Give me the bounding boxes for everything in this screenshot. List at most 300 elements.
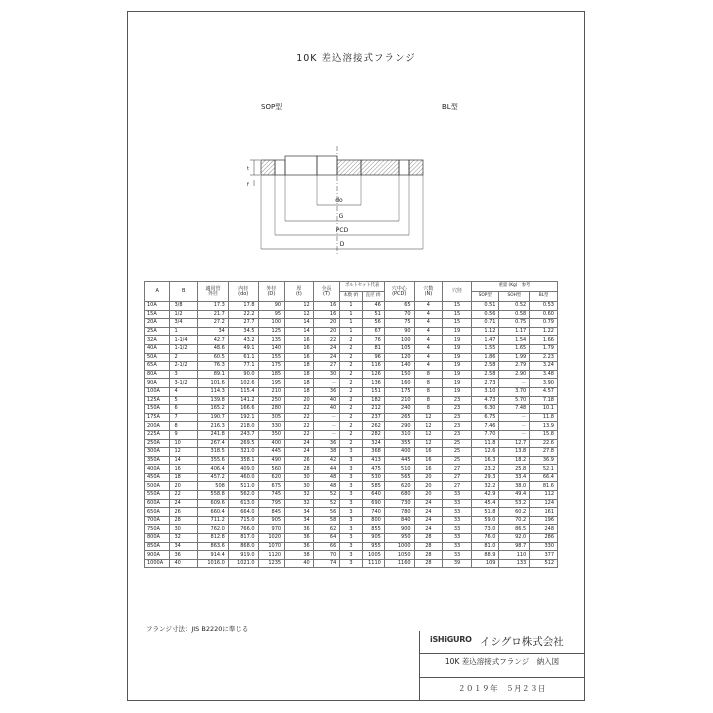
table-row	[145, 465, 558, 474]
company-logo: iSHiGURO	[430, 635, 472, 644]
table-cell: 36	[313, 387, 340, 396]
table-cell: 32.2	[471, 482, 499, 491]
table-cell: 22.2	[228, 310, 258, 319]
table-cell: 13.9	[530, 422, 558, 431]
table-cell: 25A	[145, 327, 170, 336]
table-cell: 135	[258, 336, 285, 345]
table-cell: 1050	[384, 551, 414, 560]
table-cell: 660.4	[198, 508, 229, 517]
table-cell: 24	[285, 448, 314, 457]
table-cell: 2	[340, 336, 362, 345]
table-cell: 125	[258, 327, 285, 336]
table-row	[145, 448, 558, 457]
table-cell: 863.6	[198, 542, 229, 551]
table-cell: 20	[414, 491, 443, 500]
table-row	[145, 473, 558, 482]
table-cell: 21.7	[198, 310, 229, 319]
table-cell: 140	[258, 344, 285, 353]
table-cell: 33	[443, 534, 472, 543]
table-cell: －	[499, 379, 530, 388]
table-cell: 3	[340, 559, 362, 568]
table-row	[145, 491, 558, 500]
table-cell: 15.8	[530, 430, 558, 439]
table-cell: 34	[170, 542, 198, 551]
table-cell: 1/2	[170, 310, 198, 319]
table-cell: 51.8	[471, 508, 499, 517]
table-cell: 48	[313, 482, 340, 491]
table-cell: 1016.0	[198, 559, 229, 568]
table-cell: －	[313, 422, 340, 431]
table-cell: －	[499, 422, 530, 431]
table-cell: 560	[258, 465, 285, 474]
table-cell: 46	[362, 302, 384, 311]
table-cell: 25	[443, 456, 472, 465]
table-cell: 2	[340, 413, 362, 422]
table-cell: 20	[313, 319, 340, 328]
table-cell: 225A	[145, 430, 170, 439]
table-cell: 6.30	[471, 405, 499, 414]
table-cell: 900A	[145, 551, 170, 560]
table-cell: 2	[340, 379, 362, 388]
bl-section-right	[409, 160, 423, 175]
bl-section-center	[337, 160, 361, 175]
table-cell: 13.8	[499, 448, 530, 457]
table-cell: 27	[443, 473, 472, 482]
table-cell: 1.99	[499, 353, 530, 362]
table-cell: 241.8	[198, 430, 229, 439]
table-cell: 7.70	[471, 430, 499, 439]
table-cell: 18.2	[499, 456, 530, 465]
table-cell: 15	[443, 302, 472, 311]
table-cell: 310	[384, 430, 414, 439]
table-cell: 1005	[362, 551, 384, 560]
table-cell: －	[313, 379, 340, 388]
table-cell: 850A	[145, 542, 170, 551]
table-cell: 4	[414, 302, 443, 311]
flange-spec-table	[144, 281, 558, 568]
table-cell: 28	[414, 542, 443, 551]
table-cell: 12	[414, 422, 443, 431]
table-cell: 65A	[145, 362, 170, 371]
table-cell: 27.7	[228, 319, 258, 328]
table-cell: 282	[362, 430, 384, 439]
table-cell: 7.46	[471, 422, 499, 431]
table-cell: 664.0	[228, 508, 258, 517]
table-cell: 812.8	[198, 534, 229, 543]
table-cell: 56	[362, 319, 384, 328]
th-inner: 内径 (do)	[228, 282, 258, 302]
table-cell: 4	[414, 310, 443, 319]
table-cell: 36	[285, 525, 314, 534]
table-cell: 216.3	[198, 422, 229, 431]
table-cell: 1000	[384, 542, 414, 551]
table-cell: 265	[384, 413, 414, 422]
table-cell: 2.73	[471, 379, 499, 388]
table-cell: 550A	[145, 491, 170, 500]
table-cell: 240	[384, 405, 414, 414]
table-cell: 1	[340, 327, 362, 336]
table-cell: 28	[414, 551, 443, 560]
table-cell: 2	[340, 387, 362, 396]
table-cell: 250A	[145, 439, 170, 448]
table-cell: 3/8	[170, 302, 198, 311]
table-cell: 30	[313, 370, 340, 379]
table-row	[145, 387, 558, 396]
th-pipe-od: 適用管 外径	[198, 282, 229, 302]
table-cell: 0.75	[499, 319, 530, 328]
table-cell: 48	[313, 473, 340, 482]
table-cell: 36	[313, 439, 340, 448]
table-cell: 750A	[145, 525, 170, 534]
table-cell: 36	[285, 534, 314, 543]
table-cell: 19	[443, 387, 472, 396]
table-cell: 609.6	[198, 499, 229, 508]
table-cell: 3	[340, 491, 362, 500]
table-cell: 1-1/2	[170, 344, 198, 353]
table-cell: 65	[384, 302, 414, 311]
table-cell: 4	[414, 362, 443, 371]
table-cell: 42.7	[198, 336, 229, 345]
table-cell: 116	[362, 362, 384, 371]
table-row	[145, 370, 558, 379]
table-cell: 33	[443, 508, 472, 517]
table-cell: 34.5	[228, 327, 258, 336]
table-cell: 86.5	[499, 525, 530, 534]
table-cell: 40	[313, 405, 340, 414]
table-cell: 16	[313, 310, 340, 319]
table-cell: 1110	[362, 559, 384, 568]
table-cell: 64	[313, 534, 340, 543]
table-cell: 1.17	[499, 327, 530, 336]
table-cell: 358.1	[228, 456, 258, 465]
table-row	[145, 379, 558, 388]
table-cell: 267.4	[198, 439, 229, 448]
drawing-date: ２０１９年 ５月２３日	[458, 684, 546, 693]
table-cell: 18	[285, 387, 314, 396]
table-cell: 81	[362, 344, 384, 353]
table-cell: 2	[340, 439, 362, 448]
label-bl: BL型	[442, 103, 458, 111]
table-row	[145, 327, 558, 336]
table-cell: 19	[443, 379, 472, 388]
table-cell: 817.0	[228, 534, 258, 543]
table-cell: 19	[443, 327, 472, 336]
table-cell: 32A	[145, 336, 170, 345]
table-cell: 400	[384, 448, 414, 457]
table-cell: 4	[414, 336, 443, 345]
table-cell: 24	[313, 344, 340, 353]
table-cell: 1	[340, 319, 362, 328]
table-cell: 400A	[145, 465, 170, 474]
table-cell: 0.79	[530, 319, 558, 328]
table-cell: 30	[285, 482, 314, 491]
table-cell: 16	[285, 336, 314, 345]
table-cell: 905	[362, 534, 384, 543]
table-cell: 330	[530, 542, 558, 551]
table-cell: 24	[414, 525, 443, 534]
table-cell: 39	[443, 559, 472, 568]
table-cell: 27.8	[530, 448, 558, 457]
table-cell: 140	[384, 362, 414, 371]
table-cell: 166.6	[228, 405, 258, 414]
table-cell: 38	[313, 448, 340, 457]
table-cell: 105	[384, 344, 414, 353]
th-weight: 重量 (Kg) 参考	[471, 282, 557, 292]
table-cell: 2	[340, 430, 362, 439]
table-cell: 27	[443, 482, 472, 491]
table-cell: 413	[362, 456, 384, 465]
table-cell: 286	[530, 534, 558, 543]
table-cell: 12	[285, 302, 314, 311]
table-cell: 290	[384, 422, 414, 431]
table-cell: 16	[313, 302, 340, 311]
th-bl: BL型	[530, 292, 558, 302]
table-cell: 1-1/4	[170, 336, 198, 345]
company-name: イシグロ株式会社	[480, 636, 564, 648]
table-cell: 52	[313, 491, 340, 500]
table-cell: 150	[384, 370, 414, 379]
table-cell: 1	[170, 327, 198, 336]
table-cell: 7.48	[499, 405, 530, 414]
table-cell: 16	[414, 465, 443, 474]
table-cell: 100	[258, 319, 285, 328]
table-cell: 76.3	[198, 362, 229, 371]
table-cell: 42.9	[471, 491, 499, 500]
table-cell: 2.23	[530, 353, 558, 362]
table-cell: 3	[340, 465, 362, 474]
table-cell: 32	[170, 534, 198, 543]
table-cell: 3.48	[530, 370, 558, 379]
table-cell: 1160	[384, 559, 414, 568]
table-cell: 262	[362, 422, 384, 431]
table-cell: 10A	[145, 302, 170, 311]
table-cell: 175A	[145, 413, 170, 422]
table-cell: 90.0	[228, 370, 258, 379]
table-cell: 3	[340, 525, 362, 534]
table-cell: 321.0	[228, 448, 258, 457]
table-cell: 89.1	[198, 370, 229, 379]
table-cell: 112	[530, 491, 558, 500]
table-cell: 32	[285, 491, 314, 500]
table-cell: 1120	[258, 551, 285, 560]
table-cell: 90A	[145, 379, 170, 388]
table-cell: 136	[362, 379, 384, 388]
table-cell: 141.2	[228, 396, 258, 405]
table-cell: 2	[340, 396, 362, 405]
th-length: 全長 (T)	[313, 282, 340, 302]
table-cell: 60.2	[499, 508, 530, 517]
table-row	[145, 439, 558, 448]
table-cell: 690	[362, 499, 384, 508]
spec-note: フランジ寸法：JIS B2220に準じる	[146, 625, 249, 633]
table-cell: 33	[443, 516, 472, 525]
table-cell: 70	[313, 551, 340, 560]
th-outer: 外径 (D)	[258, 282, 285, 302]
table-cell: 7	[170, 413, 198, 422]
th-bolt-count: 本数 (f)	[340, 292, 362, 302]
table-cell: 12	[285, 310, 314, 319]
table-row	[145, 499, 558, 508]
table-cell: 0.52	[499, 302, 530, 311]
table-cell: 905	[258, 516, 285, 525]
table-cell: 800	[362, 516, 384, 525]
table-cell: 23	[443, 396, 472, 405]
table-cell: 377	[530, 551, 558, 560]
table-cell: 640	[362, 491, 384, 500]
table-cell: 40	[170, 559, 198, 568]
table-cell: 16	[414, 448, 443, 457]
table-cell: 190.7	[198, 413, 229, 422]
table-row	[145, 336, 558, 345]
table-cell: 8	[414, 379, 443, 388]
table-cell: 6.75	[471, 413, 499, 422]
table-cell: 512	[530, 559, 558, 568]
table-cell: 1.54	[499, 336, 530, 345]
table-cell: 27	[443, 465, 472, 474]
table-cell: 23	[443, 405, 472, 414]
th-bolt-dia: 直径 (f)	[362, 292, 384, 302]
table-cell: 406.4	[198, 465, 229, 474]
table-cell: 18	[285, 362, 314, 371]
table-cell: 36	[170, 551, 198, 560]
table-cell: 27	[313, 362, 340, 371]
table-cell: 585	[362, 482, 384, 491]
table-cell: 36	[285, 542, 314, 551]
table-cell: 98.7	[499, 542, 530, 551]
table-cell: 613.0	[228, 499, 258, 508]
table-row	[145, 551, 558, 560]
table-cell: 33	[443, 551, 472, 560]
table-cell: 139.8	[198, 396, 229, 405]
table-cell: 58	[313, 516, 340, 525]
table-cell: 269.5	[228, 439, 258, 448]
table-cell: 212	[362, 405, 384, 414]
table-cell: 3.90	[530, 379, 558, 388]
table-cell: 16	[285, 353, 314, 362]
table-cell: 210	[258, 387, 285, 396]
table-cell: 90	[384, 327, 414, 336]
table-cell: 11.8	[530, 413, 558, 422]
table-cell: 7.18	[530, 396, 558, 405]
table-cell: 324	[362, 439, 384, 448]
table-cell: 4.73	[471, 396, 499, 405]
table-cell: 4.57	[530, 387, 558, 396]
th-thick: 厚 (t)	[285, 282, 314, 302]
table-cell: 23	[443, 413, 472, 422]
table-cell: 192.1	[228, 413, 258, 422]
table-row	[145, 482, 558, 491]
table-cell: 28	[285, 465, 314, 474]
table-cell: 33.4	[499, 473, 530, 482]
th-b: B	[170, 282, 198, 302]
table-cell: 2.58	[471, 362, 499, 371]
table-cell: 16.3	[471, 456, 499, 465]
table-cell: 23.2	[471, 465, 499, 474]
table-row	[145, 310, 558, 319]
drawing-title: 10K 差込溶接式フランジ	[296, 53, 416, 64]
table-row	[145, 319, 558, 328]
table-cell: 3/4	[170, 319, 198, 328]
table-cell: 210	[384, 396, 414, 405]
table-cell: 745	[258, 491, 285, 500]
label-sop: SOP型	[261, 103, 283, 111]
table-cell: 165.2	[198, 405, 229, 414]
table-cell: 160	[384, 379, 414, 388]
table-cell: 280	[258, 405, 285, 414]
table-cell: 680	[384, 491, 414, 500]
table-cell: 350	[258, 430, 285, 439]
table-cell: 18	[170, 473, 198, 482]
table-cell: 900	[384, 525, 414, 534]
table-cell: 1.66	[530, 336, 558, 345]
table-cell: 2-1/2	[170, 362, 198, 371]
table-cell: 11.8	[471, 439, 499, 448]
table-cell: 161	[530, 508, 558, 517]
table-cell: 3	[340, 499, 362, 508]
table-cell: 12	[414, 439, 443, 448]
table-cell: 25	[443, 439, 472, 448]
table-cell: 6	[170, 405, 198, 414]
table-cell: 196	[530, 516, 558, 525]
table-cell: 2	[340, 422, 362, 431]
table-cell: 23	[443, 422, 472, 431]
table-cell: 34	[285, 508, 314, 517]
table-cell: 120	[384, 353, 414, 362]
table-cell: 3	[340, 456, 362, 465]
table-cell: 450A	[145, 473, 170, 482]
table-cell: 8	[414, 405, 443, 414]
table-cell: 124	[530, 499, 558, 508]
table-row	[145, 353, 558, 362]
table-cell: 740	[362, 508, 384, 517]
table-cell: 730	[384, 499, 414, 508]
table-cell: 950	[384, 534, 414, 543]
table-cell: 490	[258, 456, 285, 465]
table-cell: 66	[313, 542, 340, 551]
table-cell: 2	[340, 370, 362, 379]
table-cell: 2	[340, 353, 362, 362]
dim-do: do	[335, 197, 343, 204]
table-cell: 0.51	[471, 302, 499, 311]
table-cell: 80A	[145, 370, 170, 379]
table-cell: 8	[414, 396, 443, 405]
table-cell: 40	[285, 559, 314, 568]
table-cell: 20A	[145, 319, 170, 328]
table-cell: 19	[443, 336, 472, 345]
table-cell: 88.9	[471, 551, 499, 560]
table-cell: 400	[258, 439, 285, 448]
table-cell: 4	[414, 319, 443, 328]
table-cell: 12	[414, 413, 443, 422]
table-cell: 620	[384, 482, 414, 491]
table-cell: 26	[170, 508, 198, 517]
table-cell: 3	[340, 551, 362, 560]
table-cell: 330	[258, 422, 285, 431]
table-cell: 50A	[145, 353, 170, 362]
table-cell: 868.0	[228, 542, 258, 551]
table-cell: 155	[258, 353, 285, 362]
table-cell: 2	[340, 362, 362, 371]
table-cell: 195	[258, 379, 285, 388]
table-cell: 15	[443, 310, 472, 319]
table-cell: 17.3	[198, 302, 229, 311]
table-cell: 300A	[145, 448, 170, 457]
table-cell: 110	[499, 551, 530, 560]
dim-t: t	[247, 166, 249, 172]
table-cell: 460.0	[228, 473, 258, 482]
drawing-name: 10K 差込溶接式フランジ 納入図	[444, 657, 560, 666]
table-cell: 500A	[145, 482, 170, 491]
